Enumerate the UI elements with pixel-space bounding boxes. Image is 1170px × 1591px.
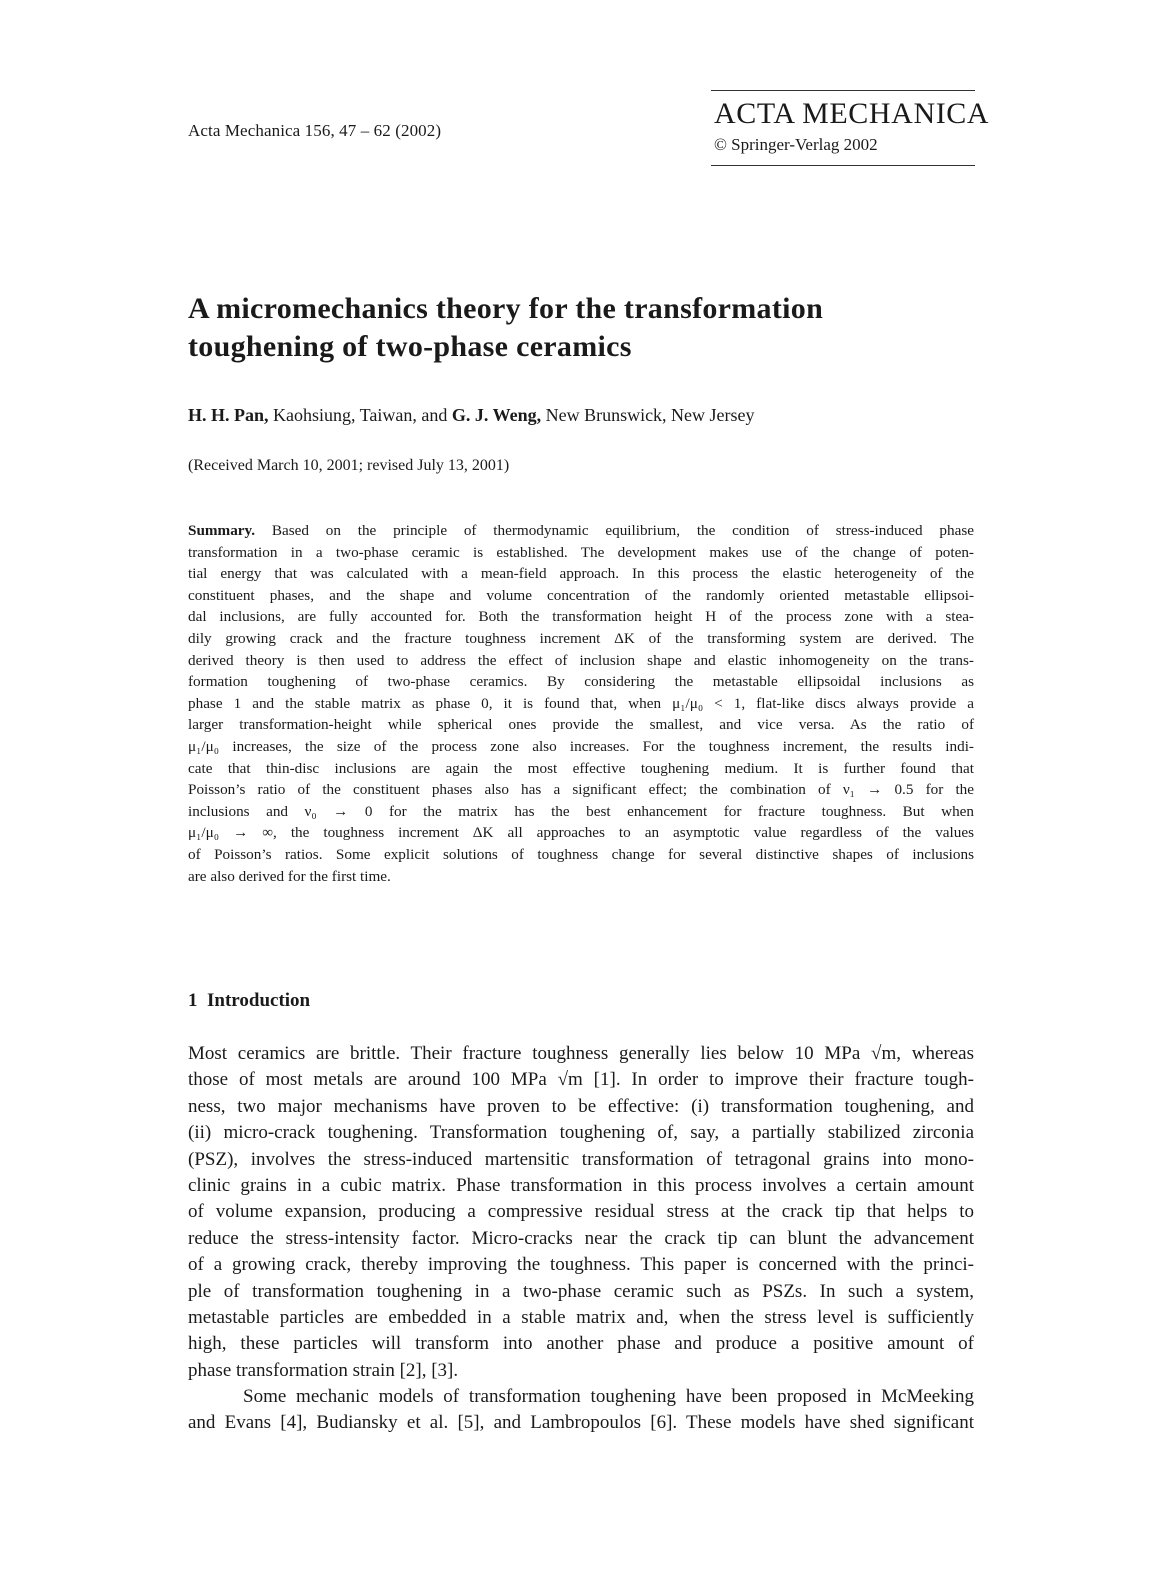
summary-line: tial energy that was calculated with a mean-field approach. In this process the elastic heterogeneity of the (188, 565, 974, 583)
body-line: (PSZ), involves the stress-induced martensitic transformation of tetragonal grains into mono- (188, 1148, 974, 1170)
body-line: ple of transformation toughening in a two-phase ceramic such as PSZs. In such a system, (188, 1280, 974, 1302)
summary-line: Summary. Based on the principle of thermodynamic equilibrium, the condition of stress-induced phase (188, 522, 974, 539)
summary-line: transformation in a two-phase ceramic is established. The development makes use of the change of poten- (188, 543, 974, 561)
summary-line: μ₁/μ₀ → ∞, the toughness increment ΔK all approaches to an asymptotic value regardless of the values (188, 824, 974, 842)
body-line: of a growing crack, thereby improving the toughness. This paper is concerned with the princi- (188, 1254, 974, 1276)
received-dates: (Received March 10, 2001; revised July 13, 2001) (188, 457, 510, 474)
journal-name: ACTA MECHANICA (714, 97, 990, 130)
section-heading-introduction (188, 990, 310, 1012)
title-line-2: toughening of two-phase ceramics (188, 330, 632, 363)
summary-line: cate that thin-disc inclusions are again the most effective toughening medium. It is further found that (188, 759, 974, 777)
journal-masthead (711, 90, 990, 166)
title-line-1: A micromechanics theory for the transformation (188, 292, 824, 325)
body-line: reduce the stress-intensity factor. Micro-cracks near the crack tip can blunt the advancement (188, 1227, 974, 1249)
author-1-name: H. H. Pan, (188, 405, 269, 425)
summary-line: inclusions and ν₀ → 0 for the matrix has the best enhancement for fracture toughness. But when (188, 802, 974, 820)
summary-label: Summary. (188, 522, 256, 539)
summary-line: are also derived for the first time. (188, 867, 391, 885)
copyright-notice: © Springer-Verlag 2002 (714, 135, 878, 154)
author-2-location: New Brunswick, New Jersey (541, 405, 755, 425)
summary-line: of Poisson’s ratios. Some explicit solutions of toughness change for several distinctive shapes of inclusions (188, 845, 974, 863)
body-line: of volume expansion, producing a compressive residual stress at the crack tip that helps to (188, 1201, 974, 1223)
body-line: high, these particles will transform into another phase and produce a positive amount of (188, 1333, 974, 1355)
summary-line: Poisson’s ratio of the constituent phases also has a significant effect; the combination of ν₁ → 0.5 for the (188, 781, 974, 799)
body-line: ness, two major mechanisms have proven to be effective: (i) transformation toughening, and (188, 1095, 974, 1117)
author-line (188, 405, 755, 426)
body-line: clinic grains in a cubic matrix. Phase transformation in this process involves a certain amount (188, 1174, 974, 1196)
paper-title (188, 290, 988, 366)
author-2-name: G. J. Weng, (451, 405, 542, 425)
summary-line: larger transformation-height while spherical ones provide the smallest, and vice versa. As the ratio of (188, 716, 974, 734)
body-line: Most ceramics are brittle. Their fracture toughness generally lies below 10 MPa √m, whereas (188, 1043, 974, 1064)
body-line: Some mechanic models of transformation toughening have been proposed in McMeeking (243, 1386, 974, 1408)
summary-line: phase 1 and the stable matrix as phase 0, it is found that, when μ₁/μ₀ < 1, flat-like discs always provide a (188, 694, 974, 712)
journal-citation: Acta Mechanica 156, 47 – 62 (2002) (188, 121, 442, 140)
section-number: 1 (188, 990, 198, 1011)
summary-line: dily growing crack and the fracture toughness increment ΔK of the transforming system are derived. The (188, 629, 974, 647)
summary-line: μ₁/μ₀ increases, the size of the process zone also increases. For the toughness increment, the results indi- (188, 737, 974, 755)
summary-line: derived theory is then used to address the effect of inclusion shape and elastic inhomogeneity on the trans- (188, 651, 974, 669)
author-1-location: Kaohsiung, Taiwan, and (268, 405, 452, 425)
summary-line: constituent phases, and the shape and volume concentration of the randomly oriented metastable ellipsoi- (188, 586, 974, 604)
introduction-body (188, 1041, 974, 1437)
summary-line: dal inclusions, are fully accounted for. Both the transformation height H of the process zone with a stea- (188, 608, 974, 626)
body-line: those of most metals are around 100 MPa √m [1]. In order to improve their fracture tough- (188, 1069, 974, 1091)
section-title: Introduction (207, 990, 311, 1011)
body-line: (ii) micro-crack toughening. Transformation toughening of, say, a partially stabilized zirconia (188, 1122, 974, 1144)
body-line: metastable particles are embedded in a stable matrix and, when the stress level is sufficiently (188, 1306, 974, 1328)
body-line: and Evans [4], Budiansky et al. [5], and Lambropoulos [6]. These models have shed significant (188, 1412, 974, 1434)
summary-abstract (188, 520, 974, 887)
summary-line: formation toughening of two-phase ceramics. By considering the metastable ellipsoidal inclusions as (188, 673, 974, 691)
body-line: phase transformation strain [2], [3]. (188, 1359, 459, 1381)
